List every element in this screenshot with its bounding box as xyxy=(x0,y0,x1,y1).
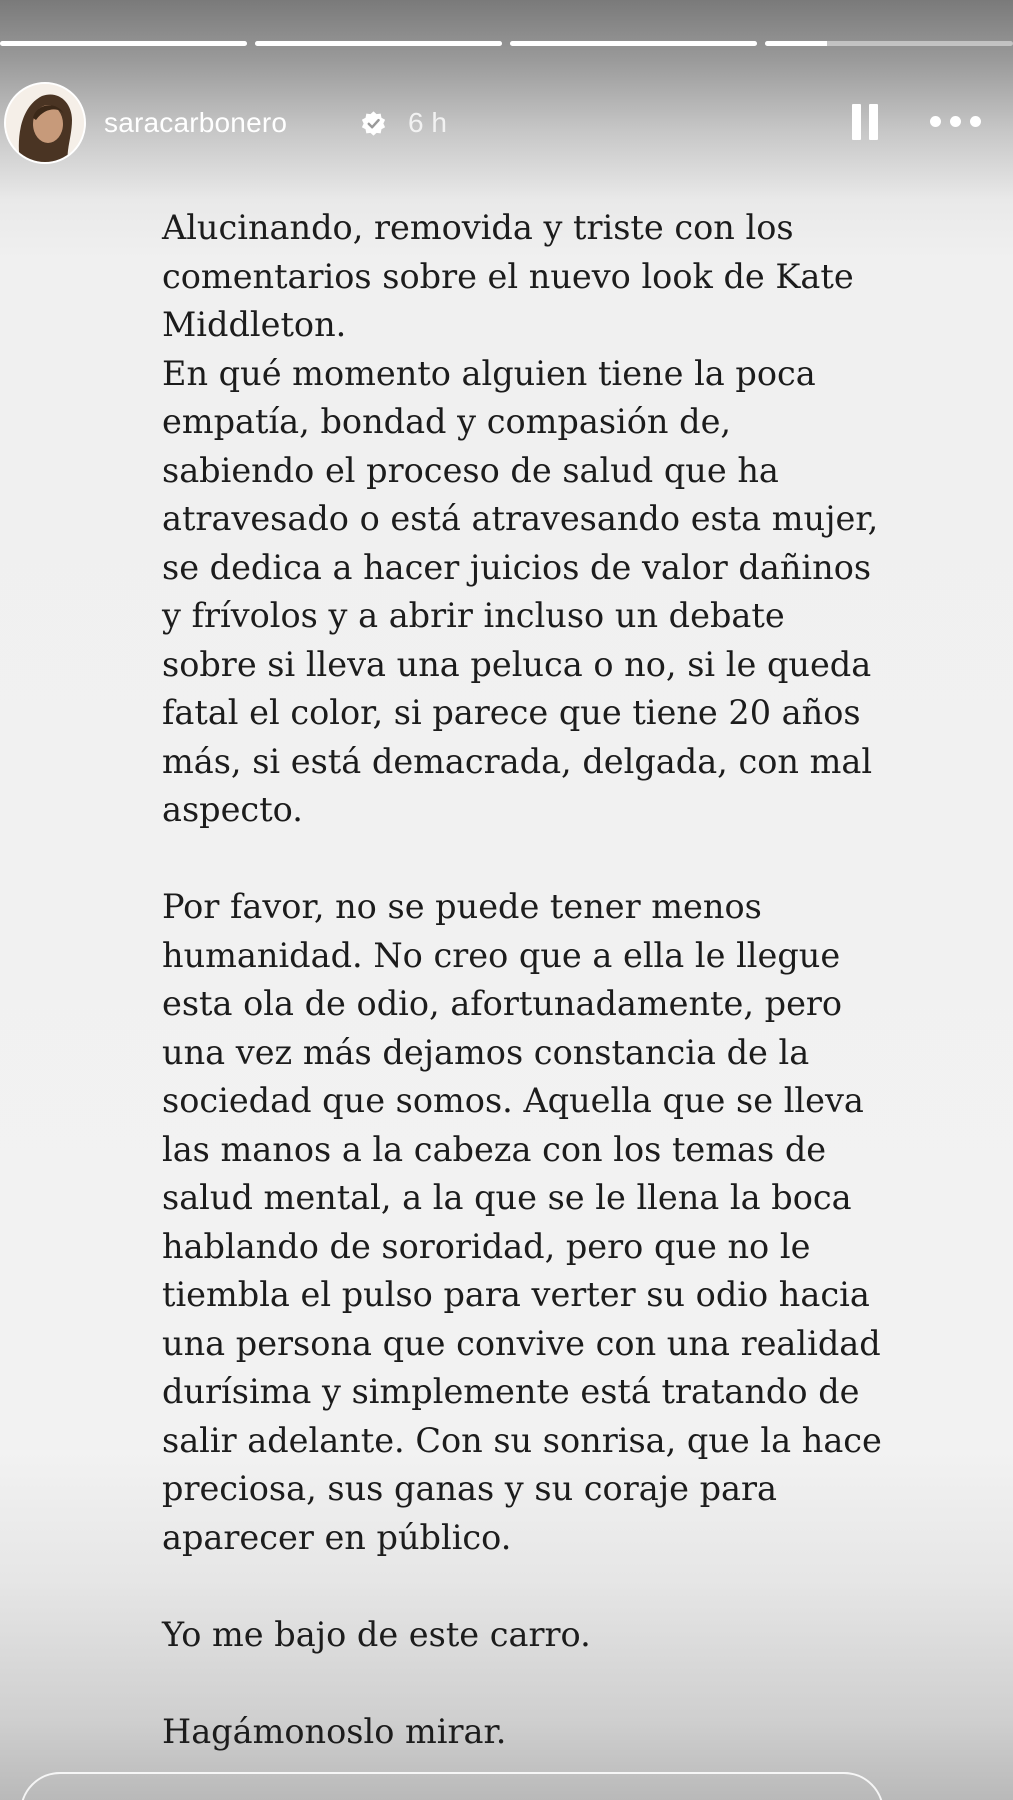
progress-segment-current xyxy=(765,41,1013,46)
more-options-icon[interactable] xyxy=(930,108,986,136)
story-paragraph: Por favor, no se puede tener menos humanidad. No creo que a ella le llegue esta ola de odio, afortunadamente, pero una vez más dejamos constancia de la sociedad que somos. Aquella que se lleva las manos a la cabeza con los temas de salud mental, a la que se le llena la boca hablando de sororidad, pero que no le tiembla el pulso para verter su odio hacia una persona que convive con una realidad durísima y simplemente está tratando de salir adelante. Con su sonrisa, que la hace preciosa, sus ganas y su coraje para aparecer en público. xyxy=(162,887,882,1557)
story-paragraph: Yo me bajo de este carro. xyxy=(162,1614,591,1654)
progress-segment xyxy=(255,41,502,46)
reply-input[interactable] xyxy=(20,1772,884,1800)
story-paragraph: Hagámonoslo mirar. xyxy=(162,1711,507,1751)
avatar-image xyxy=(6,84,84,162)
post-time: 6 h xyxy=(408,107,447,138)
verified-badge-icon xyxy=(360,110,387,137)
story-progress xyxy=(0,41,1013,46)
pause-icon[interactable] xyxy=(852,104,880,140)
story-paragraph: Alucinando, removida y triste con los comentarios sobre el nuevo look de Kate Middleton. En qué momento alguien tiene la poca empatía, bondad y compasión de, sabiendo el proceso de salud que ha atravesado o está atravesando esta mujer, se dedica a hacer juicios de valor dañinos y frívolos y a abrir incluso un debate sobre si lleva una peluca o no, si le queda fatal el color, si parece que tiene 20 años más, si está demacrada, delgada, con mal aspecto. xyxy=(162,208,879,829)
progress-segment xyxy=(510,41,757,46)
avatar[interactable] xyxy=(4,82,86,164)
story-text xyxy=(162,204,962,1756)
progress-fill xyxy=(765,41,827,46)
username[interactable]: saracarbonero xyxy=(104,107,288,138)
progress-segment xyxy=(0,41,247,46)
